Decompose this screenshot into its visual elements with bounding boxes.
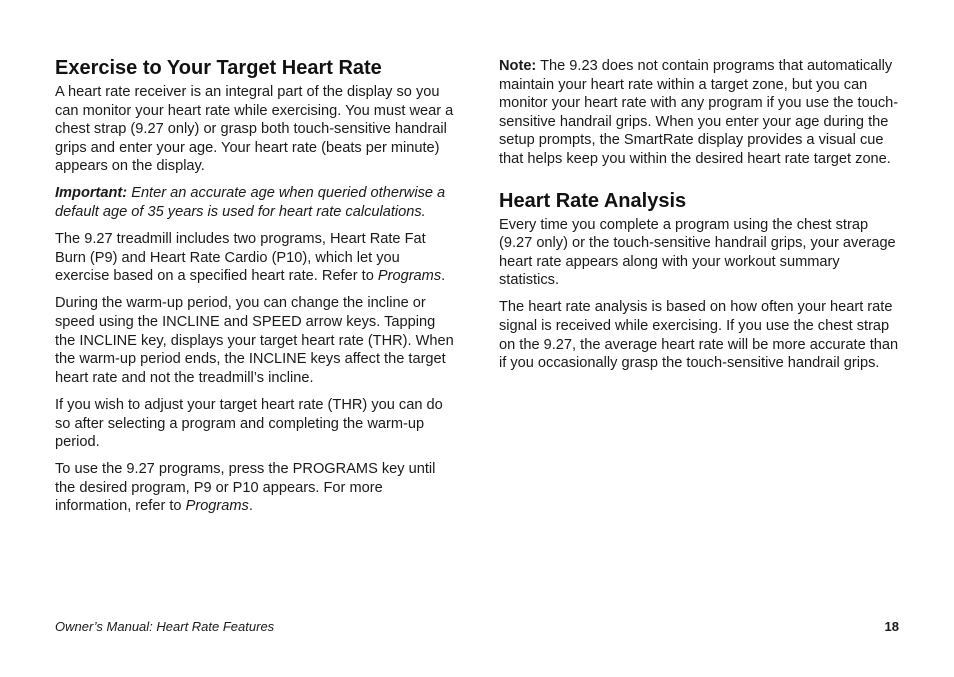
paragraph-heart-rate-receiver: A heart rate receiver is an integral part of the display so you can monitor your heart rate while exercising. You must wear a chest strap (9.27 only) or grasp both touch-sensitive handrail grips and enter your age. Your heart rate (beats per minute) appears on the display. [55, 84, 454, 175]
note-paragraph [499, 57, 899, 169]
paragraph-treadmill-programs [55, 230, 455, 286]
paragraph-warm-up: During the warm-up period, you can change the incline or speed using the INCLINE and SPEED arrow keys. Tapping the INCLINE key, displays your target heart rate (THR). When the warm-up period ends, the INCLINE keys affect the target heart rate and not the treadmill’s incline. [55, 295, 454, 386]
left-column [55, 0, 455, 524]
paragraph-end: . [441, 268, 446, 285]
programs-reference: Programs [185, 498, 249, 515]
page-number: 18 [884, 619, 899, 634]
important-text: Enter an accurate age when queried otherwise a default age of 35 years is used for heart rate calculations. [55, 185, 446, 221]
programs-reference: Programs [377, 268, 442, 285]
right-column [499, 0, 899, 381]
paragraph-text: To use the 9.27 programs, press the PROGRAMS key until the desired program, P9 or P10 appears. For more information, refer to [55, 461, 436, 515]
paragraph-analysis-summary: Every time you complete a program using the chest strap (9.27 only) or the touch-sensitive handrail grips, your average heart rate appears along with your workout summary statistics. [499, 216, 896, 289]
section-heading-heart-rate-analysis: Heart Rate Analysis [499, 189, 687, 212]
important-label: Important: [55, 185, 128, 202]
note-label: Note: [499, 58, 537, 74]
note-text: The 9.23 does not contain programs that automatically maintain your heart rate within a target zone, but you can monitor your heart rate with any program if you use the touch-sensitive handrail grips. When you enter your age during the setup prompts, the SmartRate display provides a visual cue that helps keep you within the desired heart rate target zone. [499, 58, 899, 167]
paragraph-use-programs [55, 460, 455, 516]
important-note [55, 184, 455, 221]
paragraph-end: . [248, 498, 253, 515]
footer-title: Owner’s Manual: Heart Rate Features [55, 619, 275, 634]
paragraph-analysis-accuracy: The heart rate analysis is based on how often your heart rate signal is received while exercising. If you use the chest strap on the 9.27, the average heart rate will be more accurate than if you occasionally grasp the touch-sensitive handrail grips. [499, 299, 899, 372]
paragraph-adjust-thr: If you wish to adjust your target heart rate (THR) you can do so after selecting a program and completing the warm-up period. [55, 396, 443, 451]
section-heading-target-heart-rate: Exercise to Your Target Heart Rate [55, 57, 382, 79]
paragraph-text: The 9.27 treadmill includes two programs, Heart Rate Fat Burn (P9) and Heart Rate Cardio (P10), which let you exercise based on a specified heart rate. Refer to [55, 231, 426, 285]
